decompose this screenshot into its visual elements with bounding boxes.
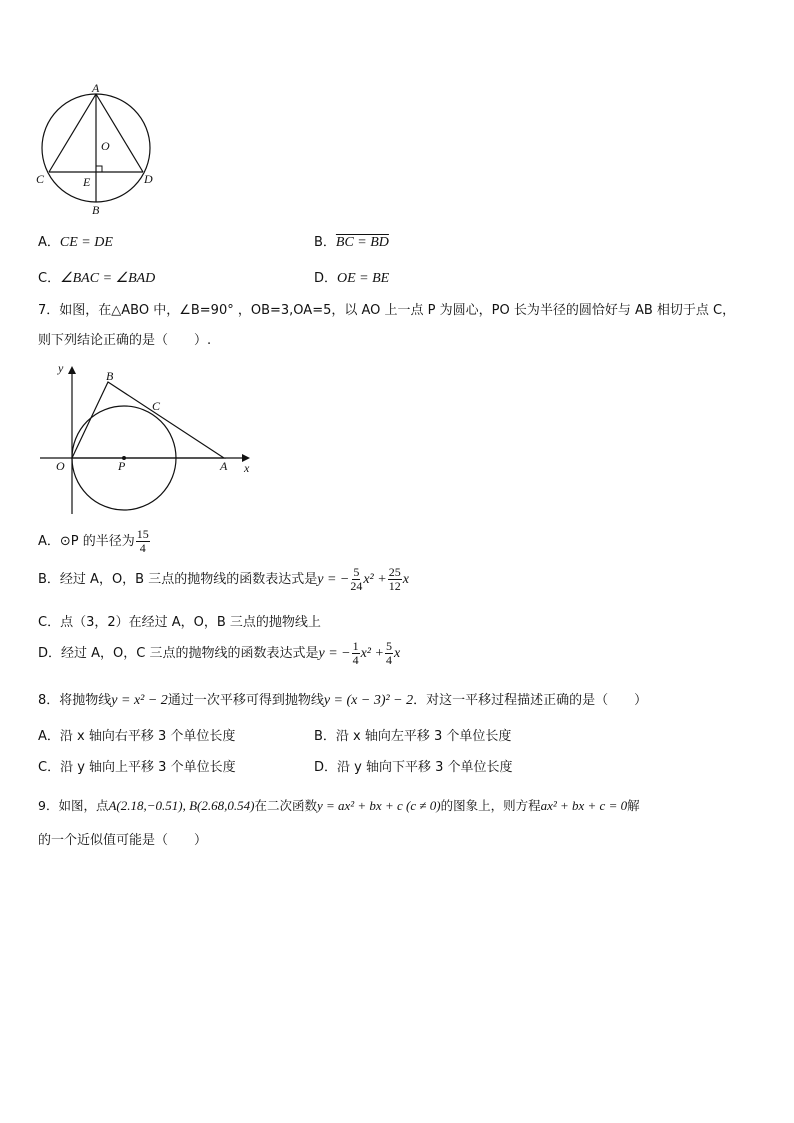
- fraction-15-4: $\frac{15}{4}$: [136, 527, 149, 555]
- label-d: D: [144, 172, 153, 186]
- q7-option-d: D．经过 A，O，C 三点的抛物线的函数表达式是y = − $\frac{1}{4}$ x² + $\frac{5}{4}$ x: [38, 639, 401, 667]
- label-p: P: [118, 459, 126, 473]
- circle-triangle-figure: [30, 80, 170, 220]
- q8-option-a: A．沿 x 轴向右平移 3 个单位长度: [38, 729, 236, 744]
- q6-option-a: A．CE = DE: [38, 235, 113, 250]
- label-c: C: [152, 399, 161, 413]
- q8-option-d: D．沿 y 轴向下平移 3 个单位长度: [314, 760, 513, 775]
- q6-option-d: D．OE = BE: [314, 271, 390, 286]
- line-ac: [49, 94, 96, 172]
- y-axis-arrow: [68, 366, 76, 374]
- q9-stem-line2: 的一个近似值可能是（ ）: [38, 833, 208, 848]
- label-b: B: [92, 203, 100, 217]
- q8-option-c: C．沿 y 轴向上平移 3 个单位长度: [38, 760, 236, 775]
- label-c: C: [36, 172, 45, 186]
- label-o: O: [56, 459, 65, 473]
- label-y: y: [58, 361, 64, 375]
- q7-stem-line2: 则下列结论正确的是（ ）.: [38, 333, 212, 348]
- label-o: O: [101, 139, 110, 153]
- right-angle-mark: [96, 166, 102, 172]
- q6-option-b: B．BC = BD: [314, 235, 389, 250]
- q7-option-a: A．⊙P 的半径为 $\frac{15}{4}$: [38, 527, 149, 555]
- q8-stem: 8．将抛物线y = x² − 2通过一次平移可得到抛物线y = (x − 3)² − 2．对这一平移过程描述正确的是（ ）: [38, 693, 648, 708]
- label-a: A: [220, 459, 228, 473]
- coordinate-figure: [36, 360, 266, 520]
- triangle-abo: [72, 382, 224, 458]
- q6-option-c: C．∠BAC = ∠BAD: [38, 271, 156, 286]
- q7-option-b: B．经过 A，O，B 三点的抛物线的函数表达式是y = − $\frac{5}{24}$ x² + $\frac{25}{12}$ x: [38, 565, 409, 593]
- label-x: x: [244, 461, 250, 475]
- label-a: A: [92, 81, 100, 95]
- line-ad: [96, 94, 143, 172]
- q8-option-b: B．沿 x 轴向左平移 3 个单位长度: [314, 729, 512, 744]
- q7-stem-line1: 7．如图，在△ABO 中，∠B=90° ，OB=3,OA=5，以 AO 上一点 P 为圆心，PO 长为半径的圆恰好与 AB 相切于点 C，: [38, 303, 736, 318]
- label-b: B: [106, 369, 114, 383]
- q7-option-c: C．点（3，2）在经过 A，O，B 三点的抛物线上: [38, 615, 321, 630]
- q9-stem-line1: 9．如图，点A(2.18,−0.51), B(2.68,0.54)在二次函数y = ax² + bx + c (c ≠ 0)的图象上，则方程ax² + bx + c = 0解: [38, 798, 640, 813]
- label-e: E: [83, 175, 91, 189]
